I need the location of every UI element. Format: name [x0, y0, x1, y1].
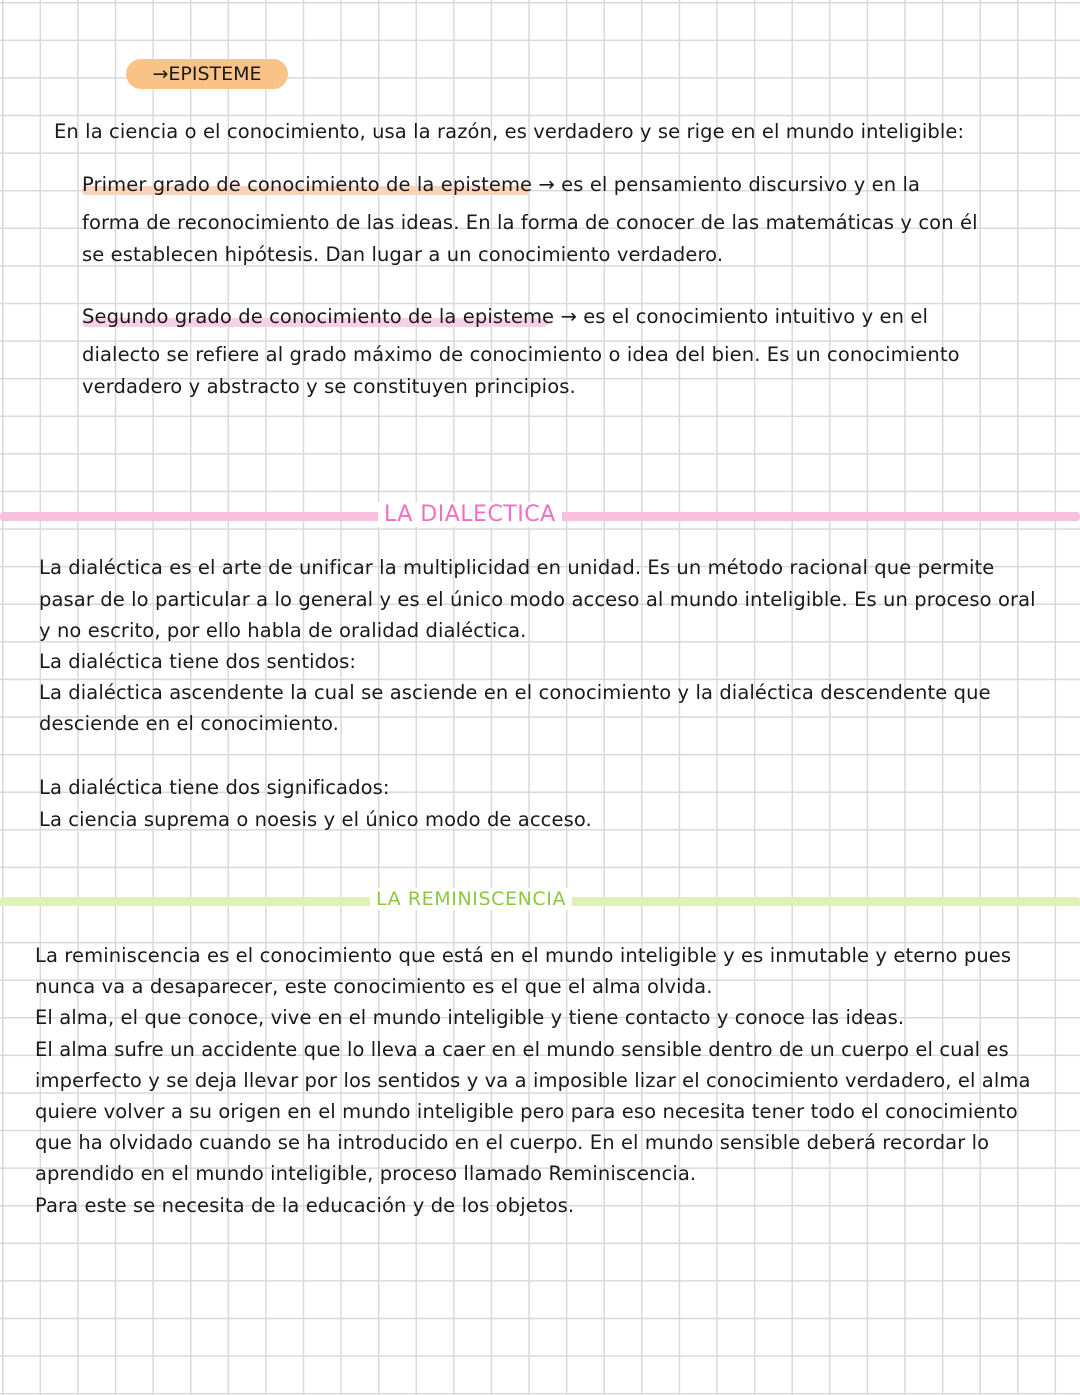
- dialectica-title: LA DIALECTICA: [378, 502, 562, 527]
- dialectica-line-8: La ciencia suprema o noesis y el único modo de acceso.: [39, 808, 592, 831]
- episteme-intro: En la ciencia o el conocimiento, usa la razón, es verdadero y se rige en el mundo inteligible:: [54, 120, 965, 143]
- dialectica-line-7: La dialéctica tiene dos significados:: [39, 776, 390, 799]
- segundo-line-1: Segundo grado de conocimiento de la episteme → es el conocimiento intuitivo y en el: [82, 305, 929, 328]
- reminiscencia-line-1: La reminiscencia es el conocimiento que está en el mundo inteligible y es inmutable y eterno pues: [35, 944, 1012, 967]
- primer-line-1: Primer grado de conocimiento de la episteme → es el pensamiento discursivo y en la: [82, 173, 921, 196]
- reminiscencia-title: LA REMINISCENCIA: [370, 888, 572, 910]
- reminiscencia-line-2: nunca va a desaparecer, este conocimiento es el que el alma olvida.: [35, 975, 713, 998]
- reminiscencia-line-4: El alma sufre un accidente que lo lleva a caer en el mundo sensible dentro de un cuerpo el cual es: [35, 1038, 1009, 1061]
- dialectica-line-3: y no escrito, por ello habla de oralidad dialéctica.: [39, 619, 527, 642]
- dialectica-line-2: pasar de lo particular a lo general y es el único modo acceso al mundo inteligible. Es un proceso oral: [39, 588, 1036, 611]
- segundo-line-3: verdadero y abstracto y se constituyen principios.: [82, 375, 576, 398]
- primer-line-3: se establecen hipótesis. Dan lugar a un conocimiento verdadero.: [82, 243, 724, 266]
- dialectica-line-1: La dialéctica es el arte de unificar la multiplicidad en unidad. Es un método racional que permite: [39, 556, 995, 579]
- reminiscencia-line-6: quiere volver a su origen en el mundo inteligible pero para eso necesita tener todo el conocimiento: [35, 1100, 1018, 1123]
- reminiscencia-line-9: Para este se necesita de la educación y de los objetos.: [35, 1194, 575, 1217]
- episteme-tag: →EPISTEME: [126, 59, 288, 89]
- reminiscencia-line-5: imperfecto y se deja llevar por los sentidos y va a imposible lizar el conocimiento verdadero, el alma: [35, 1069, 1031, 1092]
- dialectica-line-6: desciende en el conocimiento.: [39, 712, 339, 735]
- segundo-line-2: dialecto se refiere al grado máximo de conocimiento o idea del bien. Es un conocimiento: [82, 343, 960, 366]
- dialectica-line-5: La dialéctica ascendente la cual se asciende en el conocimiento y la dialéctica descendente que: [39, 681, 991, 704]
- primer-line-2: forma de reconocimiento de las ideas. En la forma de conocer de las matemáticas y con él: [82, 211, 978, 234]
- reminiscencia-line-8: aprendido en el mundo inteligible, proceso llamado Reminiscencia.: [35, 1162, 697, 1185]
- reminiscencia-line-7: que ha olvidado cuando se ha introducido en el cuerpo. En el mundo sensible deberá recordar lo: [35, 1131, 990, 1154]
- reminiscencia-line-3: El alma, el que conoce, vive en el mundo inteligible y tiene contacto y conoce las ideas.: [35, 1006, 905, 1029]
- dialectica-line-4: La dialéctica tiene dos sentidos:: [39, 650, 357, 673]
